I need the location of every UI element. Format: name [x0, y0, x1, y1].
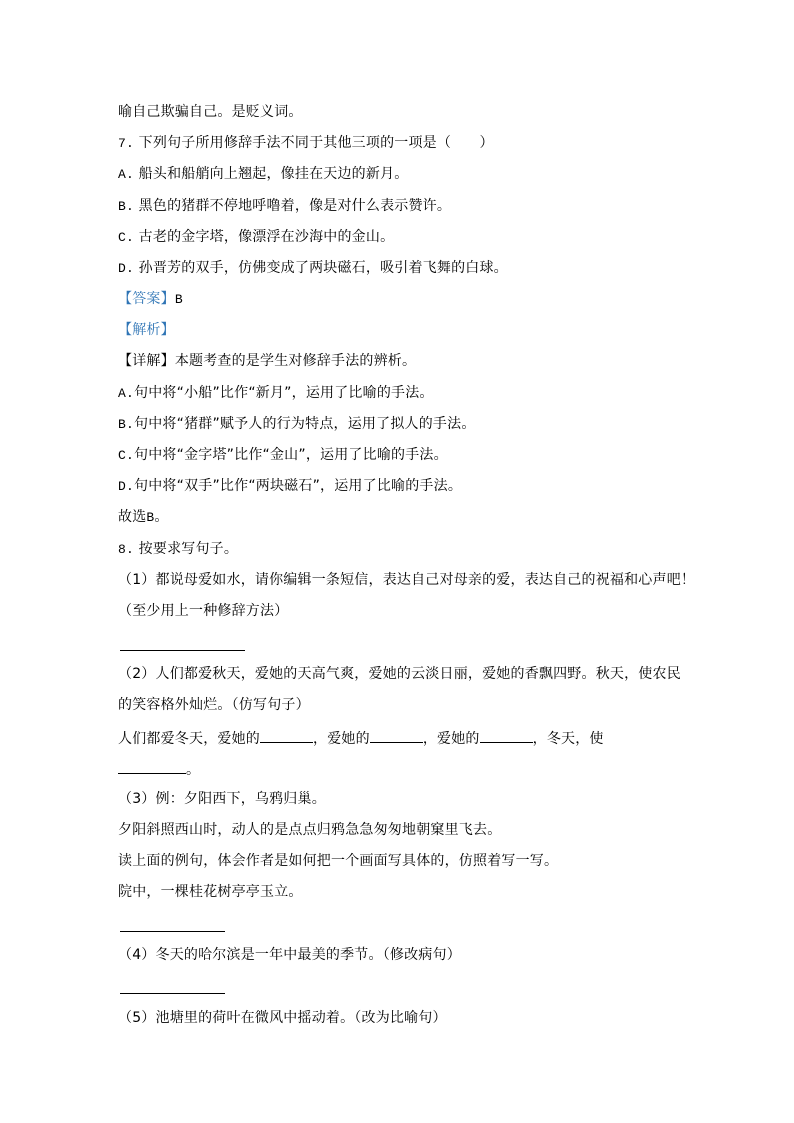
explanation-d — [118, 478, 462, 495]
fill-text: ，爱她的 — [422, 731, 480, 747]
explanation-text: 句中将“猪群”赋予人的行为特点，运用了拟人的手法。 — [134, 416, 476, 432]
sub3-line2: 夕阳斜照西山时，动人的是点点归鸦急急匆匆地朝窠里飞去。 — [118, 822, 502, 838]
question-7-stem — [118, 135, 494, 152]
explanation-text: 句中将“金字塔”比作“金山”，运用了比喻的手法。 — [134, 447, 448, 463]
answer-blank-4[interactable] — [120, 993, 225, 994]
fill-blank-1[interactable] — [260, 728, 313, 743]
question-8-stem — [118, 541, 238, 558]
answer-value: B — [174, 292, 183, 307]
option-c — [118, 229, 394, 246]
sub1-line2: （至少用上一种修辞方法） — [118, 603, 289, 619]
sub3-line4: 院中，一棵桂花树亭亭玉立。 — [118, 884, 303, 900]
option-letter: B. — [118, 199, 135, 214]
explanation-letter: D. — [118, 479, 135, 494]
conclusion-prefix: 故选 — [118, 509, 147, 525]
explanation-letter: C. — [118, 448, 135, 463]
sub2-line2: 的笑容格外灿烂。（仿写句子） — [118, 697, 310, 713]
explanation-a — [118, 385, 434, 402]
sub3-line1: （3）例：夕阳西下，乌鸦归巢。 — [118, 791, 326, 807]
option-text: 船头和船艄向上翘起，像挂在天边的新月。 — [138, 166, 409, 182]
fill-blank-4[interactable] — [118, 759, 186, 774]
sub2-fill-line-2 — [118, 759, 200, 778]
explanation-text: 句中将“双手”比作“两块磁石”，运用了比喻的手法。 — [134, 478, 463, 494]
sub4-line: （4）冬天的哈尔滨是一年中最美的季节。（修改病句） — [118, 947, 461, 963]
option-a — [118, 166, 408, 183]
fill-blank-3[interactable] — [480, 728, 533, 743]
explanation-letter: A. — [118, 386, 135, 401]
detail-text: 本题考查的是学生对修辞手法的辨析。 — [174, 353, 417, 369]
conclusion-value: B — [146, 510, 155, 525]
question-number: 8. — [118, 542, 135, 557]
option-d — [118, 260, 508, 277]
explanation-text: 句中将“小船”比作“新月”，运用了比喻的手法。 — [134, 385, 434, 401]
option-text: 孙晋芳的双手，仿佛变成了两块磁石，吸引着飞舞的白球。 — [138, 260, 508, 276]
fill-end: 。 — [186, 762, 201, 778]
explanation-letter: B. — [118, 417, 135, 432]
question-stem: 下列句子所用修辞手法不同于其他三项的一项是（ ） — [138, 135, 494, 151]
question-number: 7. — [118, 136, 135, 151]
conclusion-suffix: 。 — [154, 509, 169, 525]
fill-blank-2[interactable] — [370, 728, 423, 743]
answer-blank-1[interactable] — [120, 650, 245, 651]
sub1-line1: （1）都说母爱如水，请你编辑一条短信，表达自己对母亲的爱，表达自己的祝福和心声吧！ — [118, 572, 696, 588]
option-letter: C. — [118, 230, 135, 245]
sub2-fill-line — [118, 728, 604, 747]
option-b — [118, 198, 451, 215]
question-stem: 按要求写句子。 — [138, 541, 239, 557]
fill-text: 人们都爱冬天，爱她的 — [118, 731, 260, 747]
intro-tail-text: 喻自己欺骗自己。是贬义词。 — [118, 104, 303, 120]
explanation-b — [118, 416, 476, 433]
explanation-c — [118, 447, 448, 464]
analysis-line — [118, 322, 175, 338]
sub3-line3: 读上面的例句，体会作者是如何把一个画面写具体的，仿照着写一写。 — [118, 853, 559, 869]
option-letter: D. — [118, 261, 135, 276]
option-letter: A. — [118, 167, 135, 182]
answer-blank-3[interactable] — [120, 931, 225, 932]
answer-line — [118, 291, 183, 308]
sub5-line: （5）池塘里的荷叶在微风中摇动着。（改为比喻句） — [118, 1010, 447, 1026]
conclusion-line — [118, 509, 169, 526]
detail-line — [118, 353, 416, 369]
analysis-tag: 【解析】 — [118, 322, 175, 338]
option-text: 古老的金字塔，像漂浮在沙海中的金山。 — [138, 229, 395, 245]
option-text: 黑色的猪群不停地呼噜着，像是对什么表示赞许。 — [138, 198, 452, 214]
fill-text: ，冬天，使 — [532, 731, 604, 747]
sub2-line1: （2）人们都爱秋天，爱她的天高气爽，爱她的云淡日丽，爱她的香飘四野。秋天，使农民 — [118, 666, 681, 682]
fill-text: ，爱她的 — [313, 731, 370, 747]
detail-tag: 【详解】 — [118, 353, 175, 369]
answer-tag: 【答案】 — [118, 291, 175, 307]
